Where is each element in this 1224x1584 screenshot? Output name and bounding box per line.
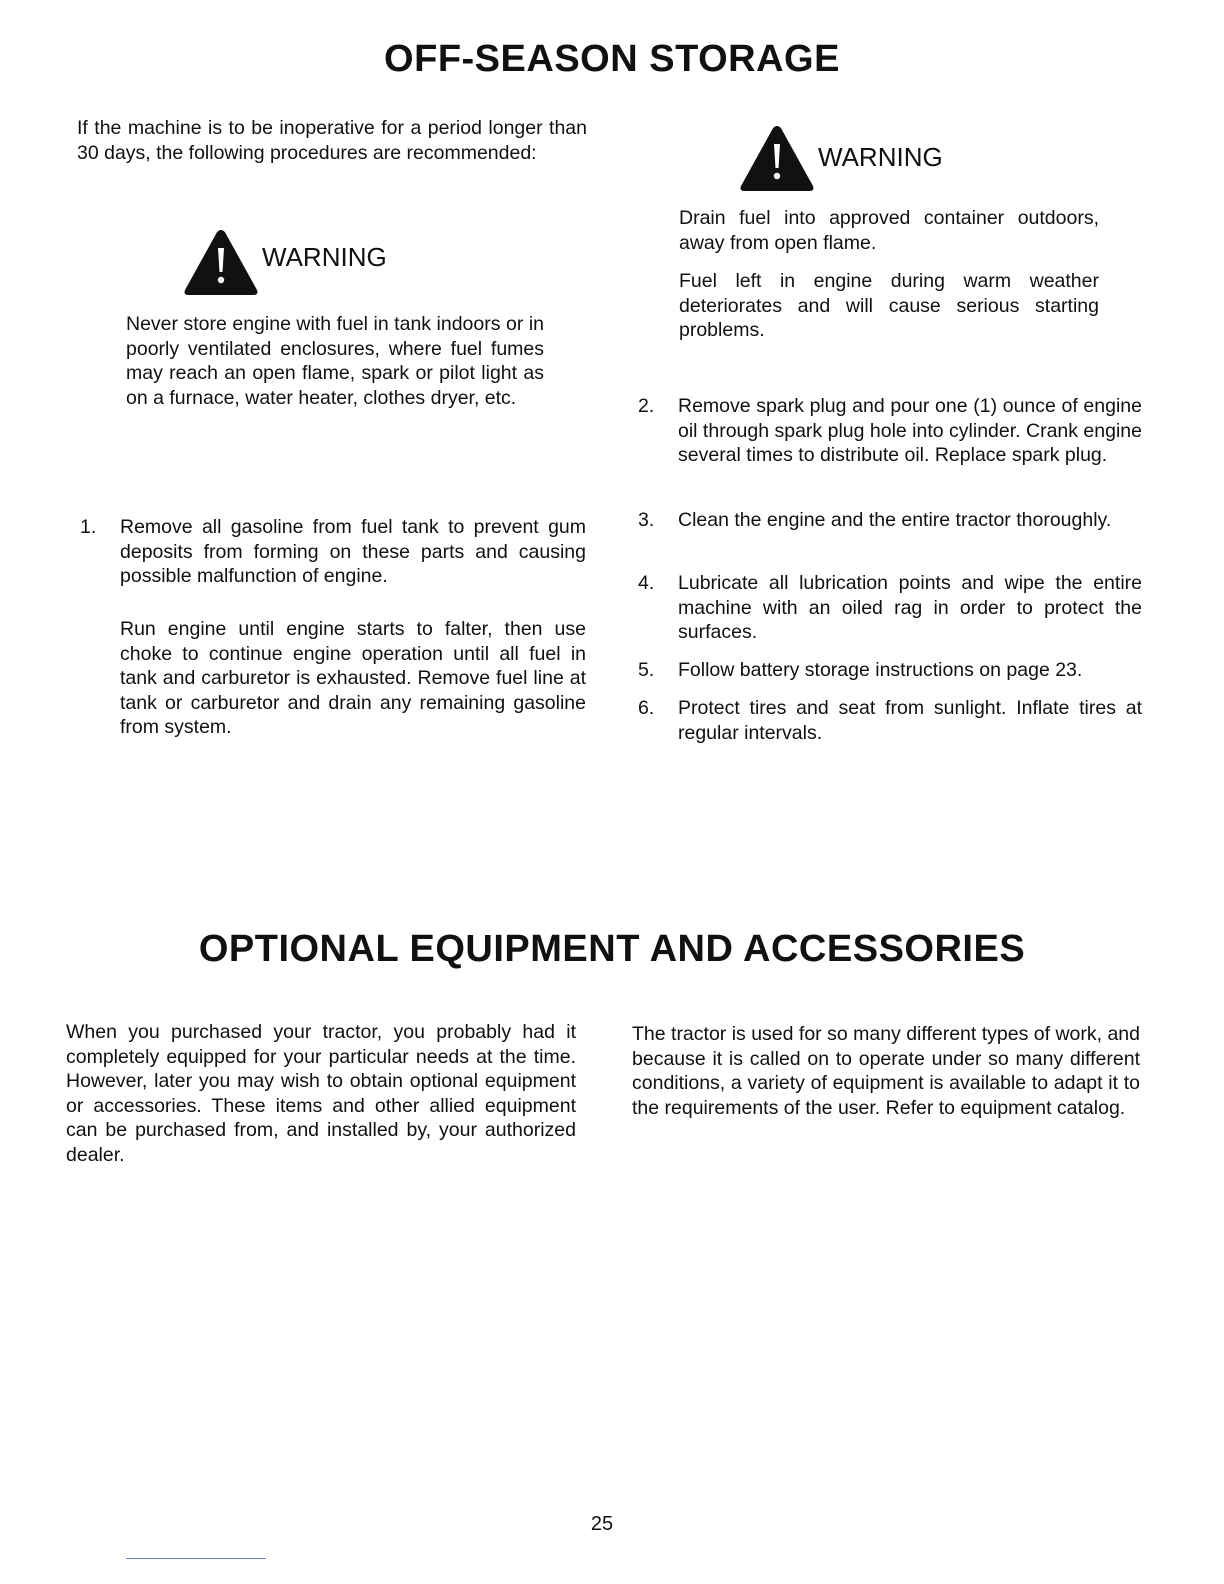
step-1-detail: Run engine until engine starts to falter, then use choke to continue engine operation until all fuel in tank and carburetor is exhausted. Remove fuel line at tank or carburetor and drain any remaining gasoline from system.: [120, 618, 586, 738]
storage-intro: If the machine is to be inoperative for a period longer than 30 days, the following procedures are recommended:: [77, 117, 587, 164]
step-number: 2.: [638, 395, 655, 417]
section-title-optional-equipment: OPTIONAL EQUIPMENT AND ACCESSORIES: [198, 928, 1026, 970]
warning-heading-right: [738, 122, 943, 194]
warning-text-left: Never store engine with fuel in tank indoors or in poorly ventilated enclosures, where fuel fumes may reach an open flame, spark or pilot light as on a furnace, water heater, clothes dryer, etc.: [126, 313, 544, 409]
accessories-text-right: The tractor is used for so many different types of work, and because it is called on to operate under so many different conditions, a variety of equipment is available to adapt it to the requirements of the user. Refer to equipment catalog.: [632, 1023, 1140, 1119]
step-number: 4.: [638, 572, 655, 594]
footer-rule: [126, 1558, 266, 1559]
step-number: 3.: [638, 509, 655, 531]
list-item-step-1: [80, 515, 586, 589]
list-item-step-2: [638, 394, 1142, 468]
step-number: 1.: [80, 516, 97, 538]
list-item-step-5: [638, 658, 1142, 683]
step-text: Follow battery storage instructions on page 23.: [678, 659, 1083, 681]
warning-triangle-icon: [182, 226, 260, 298]
step-number: 5.: [638, 659, 655, 681]
warning-label-right: WARNING: [818, 142, 943, 172]
warning-triangle-icon: [738, 122, 816, 194]
step-text: Remove all gasoline from fuel tank to prevent gum deposits from forming on these parts and causing possible malfunction of engine.: [120, 516, 586, 587]
step-number: 6.: [638, 697, 655, 719]
list-item-step-4: [638, 571, 1142, 645]
section-title-off-season-storage: OFF-SEASON STORAGE: [384, 38, 840, 80]
step-text: Protect tires and seat from sunlight. Inflate tires at regular intervals.: [678, 697, 1142, 744]
page-number: 25: [590, 1513, 614, 1535]
warning-text-right-2: Fuel left in engine during warm weather deteriorates and will cause serious starting problems.: [679, 270, 1099, 341]
warning-text-right-1: Drain fuel into approved container outdoors, away from open flame.: [679, 207, 1099, 254]
warning-heading-left: [182, 226, 387, 298]
list-item-step-6: [638, 696, 1142, 745]
step-text: Remove spark plug and pour one (1) ounce of engine oil through spark plug hole into cylinder. Crank engine several times to distribute oil. Replace spark plug.: [678, 395, 1142, 466]
list-item-step-3: [638, 508, 1142, 533]
accessories-text-left: When you purchased your tractor, you probably had it completely equipped for your particular needs at the time. However, later you may wish to obtain optional equipment or accessories. These items and other allied equipment can be purchased from, and installed by, your authorized dealer.: [66, 1021, 576, 1166]
warning-label-left: WARNING: [262, 242, 387, 272]
step-text: Clean the engine and the entire tractor thoroughly.: [678, 509, 1112, 531]
step-text: Lubricate all lubrication points and wipe the entire machine with an oiled rag in order to protect the surfaces.: [678, 572, 1142, 643]
